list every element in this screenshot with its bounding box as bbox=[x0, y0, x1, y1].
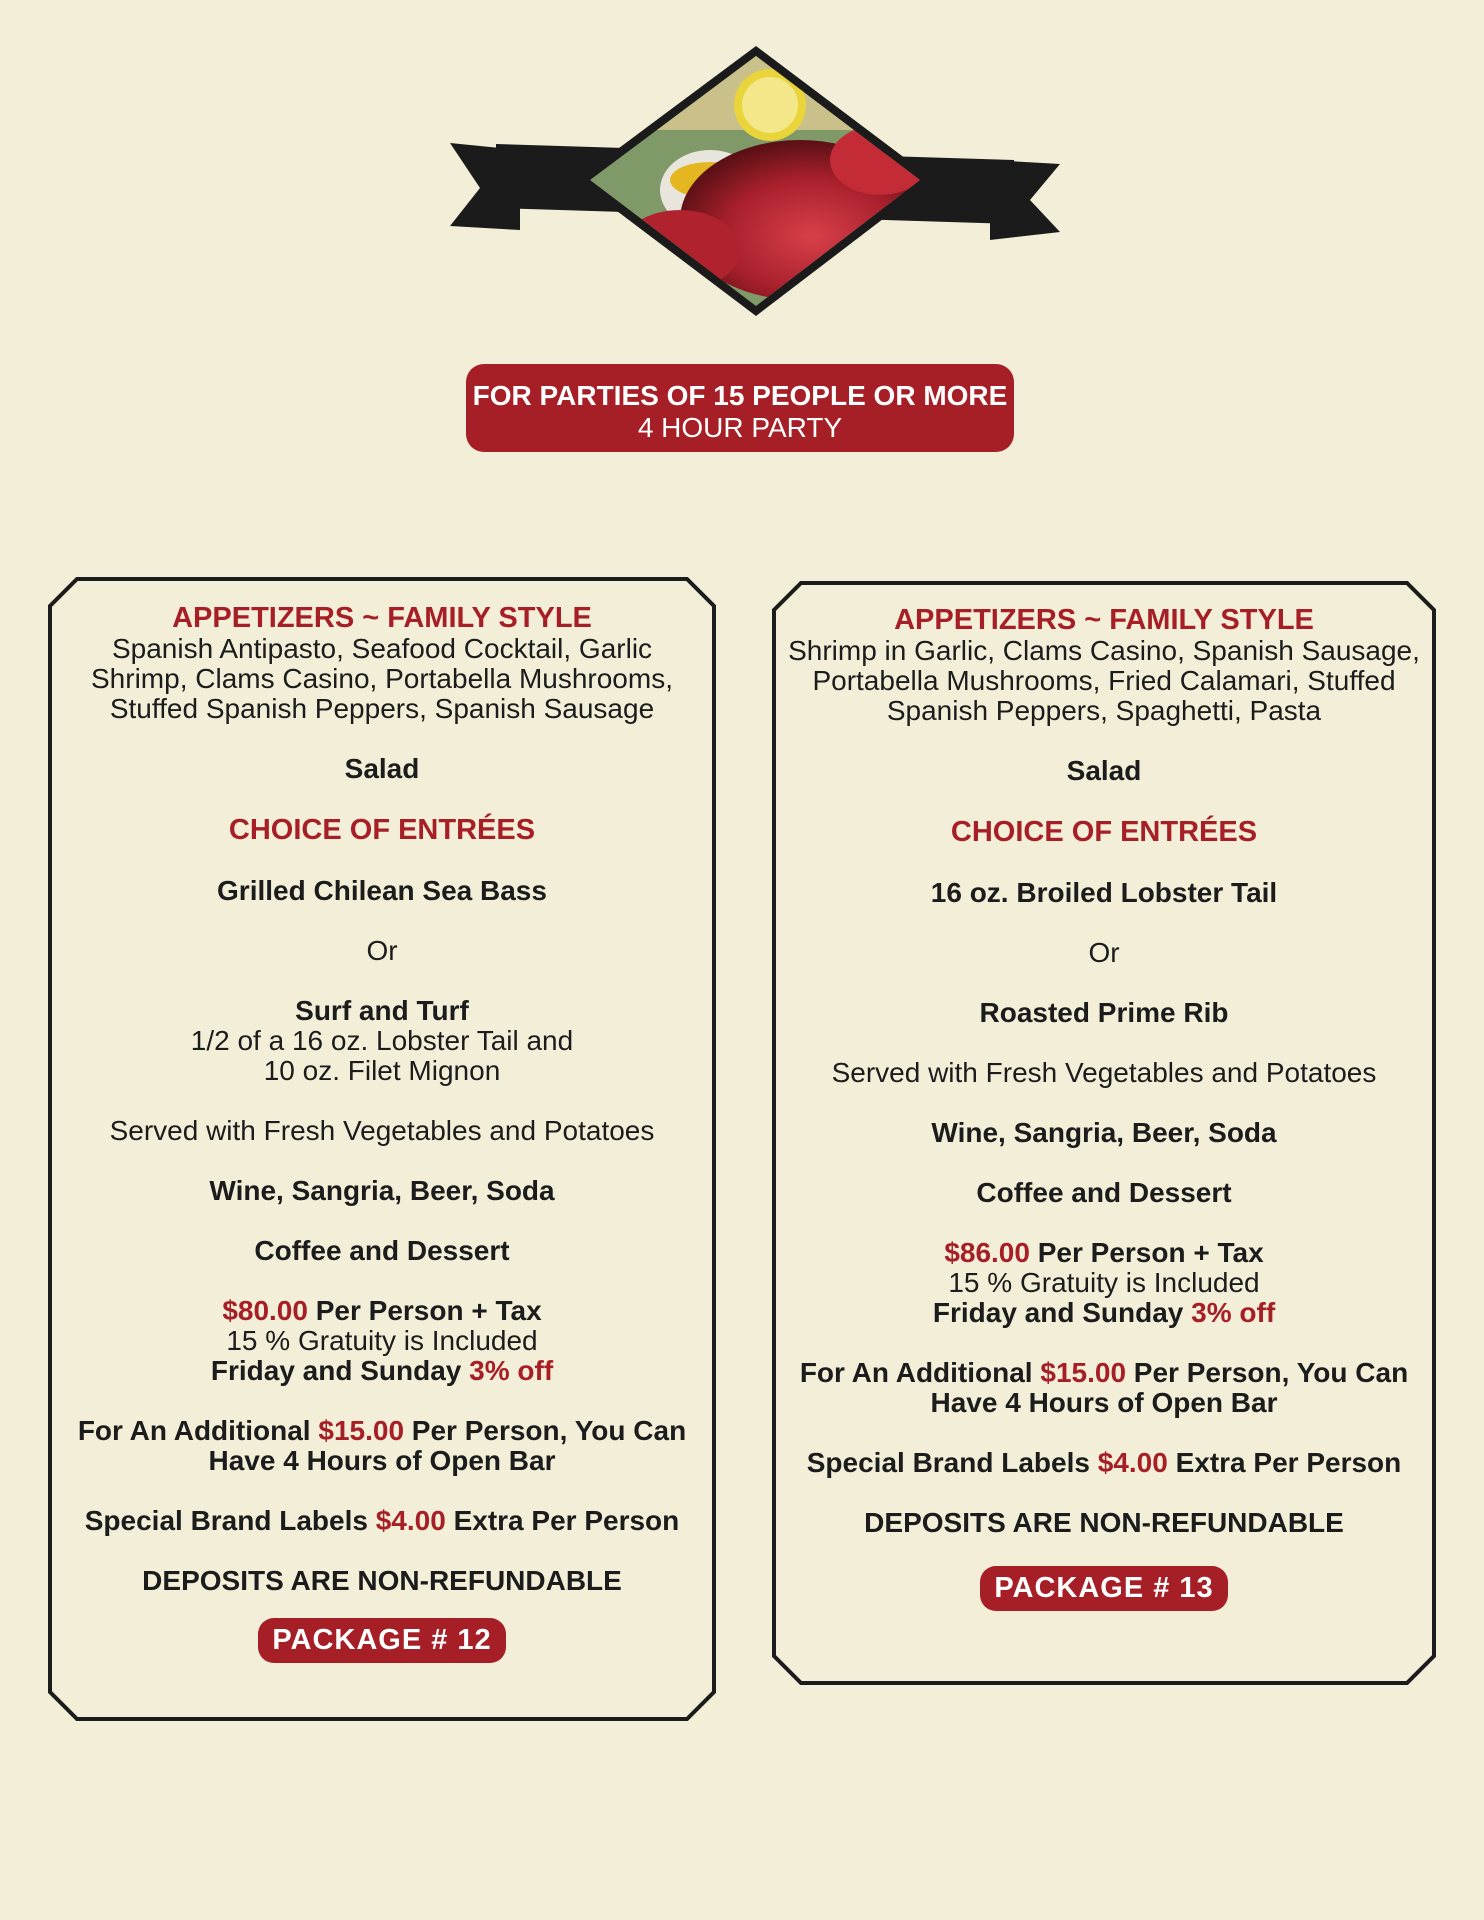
brand-price: $4.00 bbox=[375, 1505, 446, 1536]
appetizers-line: Shrimp in Garlic, Clams Casino, Spanish Sausage, bbox=[788, 635, 1420, 666]
appetizers-heading: APPETIZERS ~ FAMILY STYLE bbox=[172, 602, 592, 634]
bar-suffix: Per Person, You Can bbox=[1126, 1357, 1409, 1388]
brand-labels-line bbox=[47, 1506, 717, 1536]
brand-prefix: Special Brand Labels bbox=[84, 1505, 376, 1536]
dessert: Coffee and Dessert bbox=[254, 1235, 510, 1266]
gratuity: 15 % Gratuity is Included bbox=[226, 1325, 538, 1356]
open-bar-line-2: Have 4 Hours of Open Bar bbox=[930, 1387, 1278, 1418]
lobster-logo bbox=[440, 40, 1070, 320]
deposits-notice: DEPOSITS ARE NON-REFUNDABLE bbox=[864, 1507, 1344, 1538]
or-separator: Or bbox=[366, 935, 398, 966]
appetizers-heading: APPETIZERS ~ FAMILY STYLE bbox=[894, 604, 1314, 636]
drinks: Wine, Sangria, Beer, Soda bbox=[931, 1117, 1277, 1148]
discount: 3% off bbox=[469, 1355, 554, 1386]
brand-suffix: Extra Per Person bbox=[445, 1505, 680, 1536]
bar-suffix: Per Person, You Can bbox=[404, 1415, 687, 1446]
brand-price: $4.00 bbox=[1097, 1447, 1168, 1478]
party-size-banner bbox=[466, 364, 1014, 452]
gratuity: 15 % Gratuity is Included bbox=[948, 1267, 1260, 1298]
brand-suffix: Extra Per Person bbox=[1167, 1447, 1402, 1478]
open-bar-line bbox=[771, 1358, 1437, 1388]
entrees-heading: CHOICE OF ENTRÉES bbox=[228, 814, 536, 846]
appetizers-line: Portabella Mushrooms, Fried Calamari, Stuffed bbox=[812, 665, 1396, 696]
package-badge: PACKAGE # 13 bbox=[980, 1566, 1227, 1611]
discount-line bbox=[47, 1356, 717, 1386]
package-badge: PACKAGE # 12 bbox=[258, 1618, 505, 1663]
discount-prefix: Friday and Sunday bbox=[932, 1297, 1192, 1328]
entree-option-1: 16 oz. Broiled Lobster Tail bbox=[930, 877, 1278, 908]
discount-line bbox=[771, 1298, 1437, 1328]
bar-price: $15.00 bbox=[318, 1415, 405, 1446]
discount: 3% off bbox=[1191, 1297, 1276, 1328]
price-suffix: Per Person + Tax bbox=[307, 1295, 542, 1326]
served-with: Served with Fresh Vegetables and Potatoes bbox=[831, 1057, 1377, 1088]
price-suffix: Per Person + Tax bbox=[1029, 1237, 1264, 1268]
bar-prefix: For An Additional bbox=[799, 1357, 1041, 1388]
brand-labels-line bbox=[771, 1448, 1437, 1478]
banner-line-2: 4 HOUR PARTY bbox=[637, 412, 843, 443]
entree-option-1: Grilled Chilean Sea Bass bbox=[217, 875, 547, 906]
open-bar-line-2: Have 4 Hours of Open Bar bbox=[208, 1445, 556, 1476]
entree-option-2: Surf and Turf bbox=[295, 995, 469, 1026]
entrees-heading: CHOICE OF ENTRÉES bbox=[950, 816, 1258, 848]
appetizers-line: Stuffed Spanish Peppers, Spanish Sausage bbox=[109, 693, 655, 724]
banner-line-1: FOR PARTIES OF 15 PEOPLE OR MORE bbox=[472, 380, 1008, 411]
bar-price: $15.00 bbox=[1040, 1357, 1127, 1388]
entree-option-2: Roasted Prime Rib bbox=[979, 997, 1229, 1028]
appetizers-line: Spanish Peppers, Spaghetti, Pasta bbox=[886, 695, 1322, 726]
price-line bbox=[47, 1296, 717, 1326]
dessert: Coffee and Dessert bbox=[976, 1177, 1232, 1208]
appetizers-line: Spanish Antipasto, Seafood Cocktail, Garlic bbox=[111, 633, 653, 664]
price: $86.00 bbox=[944, 1237, 1030, 1268]
appetizers-line: Shrimp, Clams Casino, Portabella Mushrooms, bbox=[91, 663, 673, 694]
salad-item: Salad bbox=[344, 753, 420, 784]
price-line bbox=[771, 1238, 1437, 1268]
drinks: Wine, Sangria, Beer, Soda bbox=[209, 1175, 555, 1206]
deposits-notice: DEPOSITS ARE NON-REFUNDABLE bbox=[142, 1565, 622, 1596]
salad-item: Salad bbox=[1066, 755, 1142, 786]
brand-prefix: Special Brand Labels bbox=[806, 1447, 1098, 1478]
entree-2-detail: 10 oz. Filet Mignon bbox=[263, 1055, 501, 1086]
bar-prefix: For An Additional bbox=[77, 1415, 319, 1446]
package-13-card bbox=[771, 580, 1437, 1686]
open-bar-line bbox=[47, 1416, 717, 1446]
served-with: Served with Fresh Vegetables and Potatoes bbox=[109, 1115, 655, 1146]
discount-prefix: Friday and Sunday bbox=[210, 1355, 470, 1386]
package-12-card bbox=[47, 576, 717, 1722]
entree-2-detail: 1/2 of a 16 oz. Lobster Tail and bbox=[190, 1025, 574, 1056]
or-separator: Or bbox=[1088, 937, 1120, 968]
price: $80.00 bbox=[222, 1295, 308, 1326]
